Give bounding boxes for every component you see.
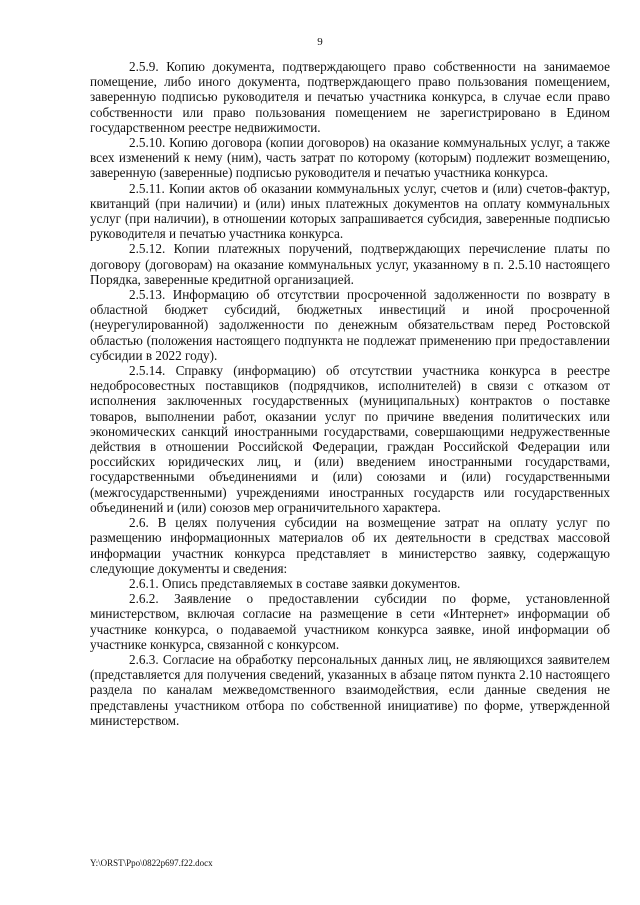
paragraph-2-5-11: 2.5.11. Копии актов об оказании коммунальных услуг, счетов и (или) счетов-фактур, квитанций (при наличии) и (или) иных платежных документов на оплату коммунальных услуг (при наличии), в отношении которых запрашивается субсидия, заверенные подписью руководителя и печатью участника конкурса. <box>90 180 610 242</box>
paragraph-2-5-10: 2.5.10. Копию договора (копии договоров) на оказание коммунальных услуг, а также всех изменений к нему (ним), часть затрат по которому (которым) подлежит возмещению, заверенную (заверенные) подписью руководителя и печатью участника конкурса. <box>90 135 610 181</box>
paragraph-2-6-1: 2.6.1. Опись представляемых в составе заявки документов. <box>129 575 461 591</box>
footer-file-path: Y:\ORST\Ppo\0822p697.f22.docx <box>90 858 213 868</box>
paragraph-2-6-2: 2.6.2. Заявление о предоставлении субсидии по форме, установленной министерством, включая согласие на размещение в сети «Интернет» информации об участнике конкурса, о подаваемой участником конкурса заявке, иной информации об участнике конкурса, связанной с конкурсом. <box>90 591 610 652</box>
paragraph-2-6: 2.6. В целях получения субсидии на возмещение затрат на оплату услуг по размещению информационных материалов об их деятельности в средствах массовой информации участник конкурса представляет в министерство заявку, содержащую следующие документы и сведения: <box>90 515 610 576</box>
paragraph-2-6-3: 2.6.3. Согласие на обработку персональных данных лиц, не являющихся заявителем (представляется для получения сведений, указанных в абзаце пятом пункта 2.10 настоящего раздела по каналам межведомственного взаимодействия, если данные сведения не представлены участником отбора по собственной инициативе) по форме, утвержденной министерством. <box>90 651 610 728</box>
paragraph-2-5-13: 2.5.13. Информацию об отсутствии просроченной задолженности по возврату в областной бюджет субсидий, бюджетных инвестиций и иной просроченной (неурегулированной) задолженности по денежным обязательствам перед Ростовской областью (положения настоящего подпункта не подлежат применению при предоставлении субсидии в 2022 году). <box>90 287 610 363</box>
paragraph-2-5-12: 2.5.12. Копии платежных поручений, подтверждающих перечисление платы по договору (договорам) на оказание коммунальных услуг, указанному в п. 2.5.10 настоящего Порядка, заверенные кредитной организацией. <box>90 241 610 287</box>
page-number: 9 <box>317 36 323 48</box>
document-body <box>90 59 610 728</box>
paragraph-2-5-14: 2.5.14. Справку (информацию) об отсутствии участника конкурса в реестре недобросовестных поставщиков (подрядчиков, исполнителей) в связи с отказом от исполнения заключенных государственных (муниципальных) контрактов о поставке товаров, выполнении работ, оказании услуг по причине введения политических или экономических санкций иностранными государствами, совершающими недружественные действия в отношении Российской Федерации, граждан Российской Федерации или российских юридических лиц, и (или) введением иностранными государствами, государственными объединениями и (или) союзами и (или) государственными (межгосударственными) учреждениями иностранных государств или государственных объединений и (или) союзов мер ограничительного характера. <box>90 363 610 515</box>
paragraph-2-5-9: 2.5.9. Копию документа, подтверждающего право собственности на занимаемое помещение, либо иного документа, подтверждающего право пользования помещением, заверенную подписью руководителя и печатью участника конкурса, в случае если право собственности или право пользования помещением не зарегистрировано в Едином государственном реестре недвижимости. <box>90 59 610 135</box>
